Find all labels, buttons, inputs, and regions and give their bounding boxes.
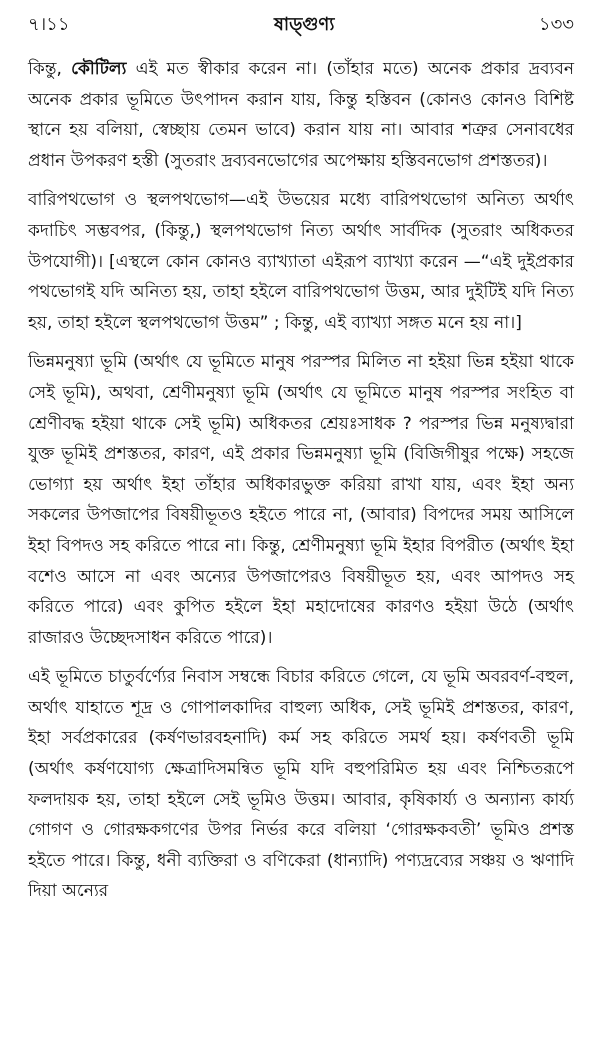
paragraph-1 [28, 54, 574, 176]
page-header [28, 10, 574, 40]
author-name-kautilya: কৌটিল্য [71, 59, 127, 79]
paragraph-1-text: এই মত স্বীকার করেন না। (তাঁহার মতে) অনেক প্রকার দ্রব্যবন অনেক প্রকার ভূমিতে উৎপাদন করান যায়, কিন্তু হস্তিবন (কোনও কোনও বিশিষ্ট স্থানে হয় বলিয়া, স্বেচ্ছায় তেমন ভাবে) করান যায় না। আবার শত্রুর সেনাবধের প্রধান উপকরণ হস্তী (সুতরাং দ্রব্যবনভোগের অপেক্ষায় হস্তিবনভোগ প্রশস্ততর)। [28, 59, 575, 171]
paragraph-2: বারিপথভোগ ও স্থলপথভোগ—এই উভয়ের মধ্যে বারিপথভোগ অনিত্য অর্থাৎ কদাচিৎ সম্ভবপর, (কিন্তু,) স্থলপথভোগ নিত্য অর্থাৎ সার্বদিক (সুতরাং অধিকতর উপযোগী)। [এস্থলে কোন কোনও ব্যাখ্যাতা এইরূপ ব্যাখ্যা করেন —“এই দুইপ্রকার পথভোগই যদি অনিত্য হয়, তাহা হইলে বারিপথভোগ উত্তম, আর দুইটিই যদি নিত্য হয়, তাহা হইলে স্থলপথভোগ উত্তম” ; কিন্তু, এই ব্যাখ্যা সঙ্গত মনে হয় না।] [28, 190, 574, 333]
paragraph-3: ভিন্নমনুষ্যা ভূমি (অর্থাৎ যে ভূমিতে মানুষ পরস্পর মিলিত না হইয়া ভিন্ন হইয়া থাকে সেই ভূমি), অথবা, শ্রেণীমনুষ্যা ভূমি (অর্থাৎ যে ভূমিতে মানুষ পরস্পর সংহিত বা শ্রেণীবদ্ধ হইয়া থাকে সেই ভূমি) অধিকতর শ্রেয়ঃসাধক ? পরস্পর ভিন্ন মনুষ্যদ্বারা যুক্ত ভূমিই প্রশস্ততর, কারণ, এই প্রকার ভিন্নমনুষ্যা ভূমি (বিজিগীষুর পক্ষে) সহজে ভোগ্যা হয় অর্থাৎ ইহা তাঁহার অধিকারভুক্ত করিয়া রাখা যায়, এবং ইহা অন্য সকলের উপজাপের বিষয়ীভূতও হইতে পারে না, (আবার) বিপদের সময় আসিলে ইহা বিপদও সহ করিতে পারে না। কিন্তু, শ্রেণীমনুষ্যা ভূমি ইহার বিপরীত (অর্থাৎ ইহা বশেও আসে না এবং অন্যের উপজাপেরও বিষয়ীভূত হয়, এবং আপদও সহ করিতে পারে) এবং কুপিত হইলে ইহা মহাদোষের কারণও হইয়া উঠে (অর্থাৎ রাজারও উচ্ছেদসাধন করিতে পারে)। [28, 352, 574, 648]
section-number: ৭।১১ [28, 14, 70, 35]
page-number: ১৩৩ [538, 14, 574, 35]
running-title: ষাড্‌গুণ্য [273, 14, 335, 35]
paragraph-4: এই ভূমিতে চাতুর্বর্ণ্যের নিবাস সম্বন্ধে বিচার করিতে গেলে, যে ভূমি অবরবর্ণ-বহুল, অর্থাৎ যাহাতে শূদ্র ও গোপালকাদির বাহুল্য অধিক, সেই ভূমিই প্রশস্ততর, কারণ, ইহা সর্বপ্রকারের (কর্ষণভারবহনাদি) কর্ম সহ করিতে সমর্থ হয়। কর্ষণবতী ভূমি (অর্থাৎ কর্ষণযোগ্য ক্ষেত্রাদিসমন্বিত ভূমি যদি বহুপরিমিত হয় এবং নিশ্চিতরূপে ফলদায়ক হয়, তাহা হইলে সেই ভূমিও উত্তম। আবার, কৃষিকার্য্য ও অন্যান্য কার্য্য গোগণ ও গোরক্ষকগণের উপর নির্ভর করে বলিয়া ‘গোরক্ষকবতী’ ভূমিও প্রশস্ত হইতে পারে। কিন্তু, ধনী ব্যক্তিরা ও বণিকেরা (ধান্যাদি) পণ্যদ্রব্যের সঞ্চয় ও ঋণাদি দিয়া অন্যের [28, 667, 574, 902]
paragraph-1-lead: কিন্তু, [28, 59, 72, 79]
